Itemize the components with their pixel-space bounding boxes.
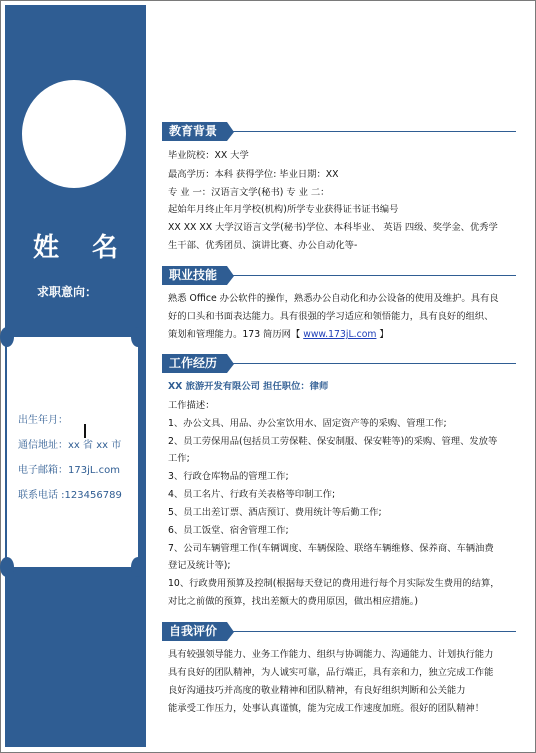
skills-header: [162, 266, 516, 286]
phone-field: 联系电话 :123456789: [18, 490, 122, 501]
self-line: 能承受工作压力，处事认真谨慎，能为完成工作速度加班。很好的团队精神！: [168, 703, 485, 714]
education-line: 生干部、优秀团员、演讲比赛、办公自动化等-: [168, 240, 358, 251]
work-line: 3、行政仓库物品的管理工作;: [168, 471, 289, 482]
education-line: 毕业院校：XX 大学: [168, 150, 249, 161]
self-header: [162, 622, 516, 642]
work-heading: 工作经历: [162, 354, 227, 373]
work-line: 6、员工饭堂、宿舍管理工作;: [168, 525, 289, 536]
skills-heading: 职业技能: [162, 266, 227, 285]
section-rule: [232, 131, 516, 132]
work-line: 5、员工出差订票、酒店预订、费用统计等后勤工作;: [168, 507, 382, 518]
work-line: 10、行政费用预算及控制(根据每天登记的费用进行每个月实际发生费用的结算，: [168, 578, 500, 589]
card-notch: [131, 327, 145, 347]
self-line: 具有良好的团队精神，为人诚实可靠，品行端正，具有亲和力，独立完成工作能: [168, 667, 494, 678]
skills-line-text: 策划和管理能力。173 简历网【: [168, 329, 304, 340]
job-intent-label: 求职意向：: [37, 285, 98, 299]
work-line: 2、员工劳保用品(包括员工劳保鞋、保安制服、保安鞋等)的采购、管理、发放等: [168, 436, 498, 447]
skills-line: 好的口头和书面表达能力。具有很强的学习适应和领悟能力，具有良好的组织、: [168, 311, 494, 322]
skills-line-suffix: 】: [376, 329, 389, 340]
work-line: 对比之前做的预算，找出差额大的费用原因，做出相应措施。): [168, 596, 418, 607]
candidate-name: 姓 名: [32, 233, 131, 263]
self-line: 良好沟通技巧并高度的敬业精神和团队精神，有良好组织判断和公关能力: [168, 685, 466, 696]
self-line: 具有较强领导能力、业务工作能力、组织与协调能力、沟通能力、计划执行能力: [168, 649, 494, 660]
skills-line: 熟悉 Office 办公软件的操作，熟悉办公自动化和办公设备的使用及维护。具有良: [168, 293, 499, 304]
work-line: 1、办公文具、用品、办公室饮用水、固定资产等的采购、管理工作;: [168, 418, 447, 429]
work-line: 工作描述：: [168, 400, 215, 411]
education-heading: 教育背景: [162, 122, 227, 141]
education-line: 专 业 一：汉语言文学(秘书) 专 业 二：: [168, 187, 330, 198]
card-notch: [0, 327, 14, 347]
skills-line: [168, 326, 389, 340]
card-notch: [0, 557, 14, 577]
email-field: 电子邮箱：173jL.com: [18, 465, 120, 476]
photo-placeholder[interactable]: [22, 80, 126, 188]
website-link[interactable]: www.173jL.com: [303, 329, 377, 340]
work-line: 登记及统计等);: [168, 560, 231, 571]
section-rule: [232, 275, 516, 276]
work-company: XX 旅游开发有限公司 担任职位：律师: [168, 381, 329, 392]
address-field: 通信地址：xx 省 xx 市: [18, 440, 122, 451]
section-rule: [232, 363, 516, 364]
education-line: XX XX XX 大学汉语言文学(秘书)学位、本科毕业、 英语 四级、奖学金、优秀学: [168, 222, 498, 233]
card-notch: [131, 557, 145, 577]
education-line: 最高学历：本科 获得学位: 毕业日期：XX: [168, 169, 339, 180]
contact-card: [7, 337, 138, 567]
education-line: 起始年月终止年月学校(机构)所学专业获得证书证书编号: [168, 204, 399, 215]
work-line: 7、公司车辆管理工作(车辆调度、车辆保险、联络车辆维修、保养商、车辆油费: [168, 543, 494, 554]
section-rule: [232, 631, 516, 632]
self-heading: 自我评价: [162, 622, 227, 641]
education-header: [162, 122, 516, 142]
work-line: 4、员工名片、行政有关表格等印制工作;: [168, 489, 336, 500]
work-line: 工作;: [168, 453, 190, 464]
birth-field: 出生年月：: [18, 415, 68, 426]
work-header: [162, 354, 516, 374]
text-cursor: [84, 424, 86, 438]
